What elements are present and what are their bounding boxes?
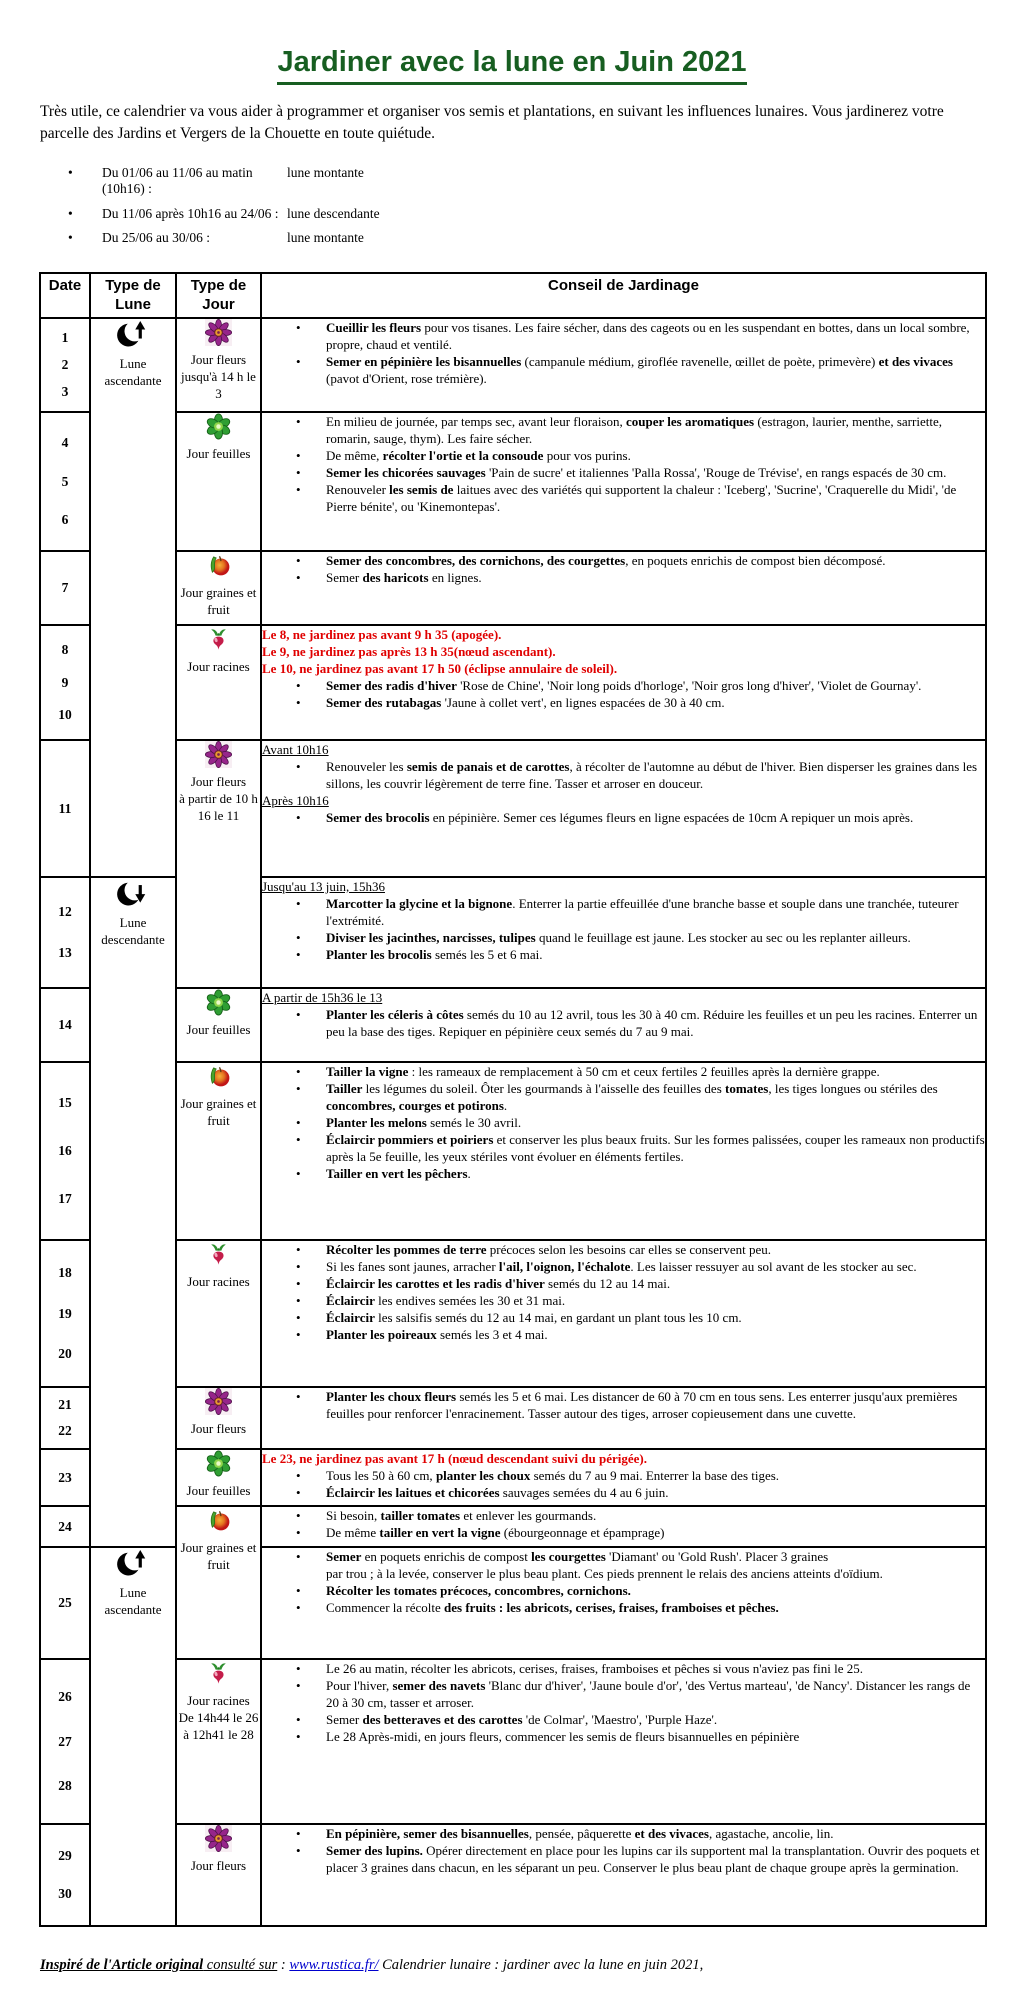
advice-text: Tailler en vert les pêchers. (326, 1166, 471, 1181)
advice-cell (261, 1824, 986, 1926)
advice-text: Si besoin, tailler tomates et enlever les gourmands. (326, 1508, 597, 1523)
date-number: 1 (61, 330, 69, 345)
date-cell (40, 1506, 90, 1547)
bullet-dot-icon: • (296, 1661, 301, 1676)
footer-caption: Calendrier lunaire : jardiner avec la lune en juin 2021, (378, 1957, 704, 1973)
advice-bullet (262, 1582, 985, 1599)
bullet-dot-icon: • (296, 1276, 301, 1291)
page-title: Jardiner avec la lune en Juin 2021 (277, 46, 746, 85)
day-type-cell (176, 1659, 261, 1824)
moon-down-icon (91, 878, 175, 913)
advice-warning: Le 23, ne jardinez pas avant 17 h (nœud descendant suivi du périgée). (262, 1451, 647, 1466)
footer-source-lead: Inspiré de l'Article original (40, 1957, 204, 1973)
band-row (40, 1659, 986, 1824)
moon-phase-range: Du 25/06 au 30/06 : (102, 230, 210, 245)
advice-bullet (262, 1507, 985, 1524)
date-cell (40, 551, 90, 625)
advice-bullet (262, 1241, 985, 1258)
band-row (40, 318, 986, 412)
footer-source-rest: consulté sur (203, 1957, 278, 1973)
bullet-dot-icon: • (296, 1007, 301, 1022)
advice-text: Éclaircir les carottes et les radis d'hiver semés du 12 au 14 mai. (326, 1276, 671, 1291)
intro-paragraph: Très utile, ce calendrier va vous aider à programmer et organiser vos semis et plantations, en suivant les influences lunaires. Vous jardinerez votre parcelle des Jardins et Vergers de la Chouette en toute quiétude. (40, 103, 944, 142)
advice-bullet (262, 758, 985, 792)
advice-bullet (262, 1275, 985, 1292)
bullet-dot-icon: • (296, 1485, 301, 1500)
moon-phase-item (66, 206, 1024, 222)
date-cell (40, 318, 90, 412)
advice-text: Semer des brocolis en pépinière. Semer ces légumes fleurs en ligne espacées de 10cm A repiquer un mois après. (326, 810, 914, 825)
advice-text: Éclaircir les salsifis semés du 12 au 14 mai, en gardant un plant tous les 10 cm. (326, 1310, 742, 1325)
bullet-dot-icon: • (296, 1525, 301, 1540)
date-cell (40, 1449, 90, 1506)
day-type-label: Jour racines (187, 658, 250, 674)
advice-text: De même, récolter l'ortie et la consoude pour vos purins. (326, 448, 631, 463)
rustica-link[interactable]: www.rustica.fr/ (289, 1957, 379, 1973)
advice-bullet (262, 481, 985, 515)
advice-bullet (262, 1842, 985, 1876)
day-type-label: Jour fleurs (190, 1420, 247, 1436)
day-type-cell (176, 412, 261, 551)
date-number: 6 (61, 511, 69, 527)
advice-text: Récolter les tomates précoces, concombres, cornichons. (326, 1583, 631, 1598)
day-type-cell (176, 551, 261, 625)
band-row (40, 412, 986, 551)
date-cell (40, 877, 90, 988)
advice-text: En pépinière, semer des bisannuelles, pensée, pâquerette et des vivaces, agastache, ancolie, lin. (326, 1826, 834, 1841)
bullet-dot-icon: • (296, 1389, 301, 1404)
bullet-dot-icon: • (296, 414, 301, 429)
advice-bullet (262, 1258, 985, 1275)
date-number: 3 (61, 384, 69, 399)
date-number: 24 (58, 1518, 72, 1534)
advice-text: Cueillir les fleurs pour vos tisanes. Les faire sécher, dans des cageots ou en les suspendant en bottes, dans un local sombre, propre, chaud et ventilé. (326, 320, 970, 352)
day-type-cell (176, 1387, 261, 1449)
header-advice: Conseil de Jardinage (261, 273, 986, 318)
advice-bullet (262, 1006, 985, 1040)
advice-text: Éclaircir les endives semées les 30 et 31 mai. (326, 1293, 566, 1308)
advice-bullet (262, 1524, 985, 1541)
advice-bullet (262, 677, 985, 694)
advice-cell (261, 1506, 986, 1547)
day-type-cell (176, 740, 261, 988)
moon-phase-range: Du 11/06 après 10h16 au 24/06 : (102, 205, 279, 221)
date-number: 28 (58, 1778, 72, 1794)
leaf-icon (177, 989, 260, 1021)
date-number: 25 (58, 1595, 72, 1610)
day-type-cell (176, 1824, 261, 1926)
advice-cell (261, 318, 986, 412)
day-type-cell (176, 1240, 261, 1387)
advice-bullet (262, 694, 985, 711)
day-type-cell (176, 1506, 261, 1659)
bullet-dot-icon: • (296, 678, 301, 693)
header-row (40, 273, 986, 318)
moon-phase-item (66, 230, 1024, 246)
advice-text: Semer en pépinière les bisannuelles (campanule médium, giroflée ravenelle, œillet de poète, primevère) et des vivaces (pavot d'Orient, rose trémière). (326, 354, 953, 386)
advice-cell (261, 1062, 986, 1240)
day-type-label: Jour feuilles (186, 1482, 251, 1498)
advice-bullet (262, 1711, 985, 1728)
bullet-dot-icon: • (296, 320, 301, 335)
band-row (40, 1824, 986, 1926)
advice-bullet (262, 447, 985, 464)
advice-text: Semer des lupins. Opérer directement en place pour les lupins car ils supportent mal la transplantation. Ouvrir des poquets et placer 3 graines dans chacun, en les séparant un peu. Conserver le plus beau plant de chaque groupe après la germination. (326, 1843, 980, 1875)
advice-text: Renouveler les semis de laitues avec des variétés qui supportent la chaleur : 'Iceberg', 'Sucrine', 'Craquerelle du Midi', 'de Pierre bénite', ou 'Kinemontepas'. (326, 482, 957, 514)
header-day-type: Type de Jour (176, 273, 261, 318)
date-number: 27 (58, 1733, 72, 1749)
advice-text: Éclaircir les laitues et chicorées sauvages semées du 4 au 6 juin. (326, 1485, 669, 1500)
moon-type-cell (90, 1547, 176, 1926)
bullet-dot-icon: • (296, 1132, 301, 1147)
advice-cell (261, 1547, 986, 1659)
day-type-cell (176, 625, 261, 740)
bullet-dot-icon: • (296, 1729, 301, 1744)
advice-text: En milieu de journée, par temps sec, avant leur floraison, couper les aromatiques (estragon, laurier, menthe, sarriette, romarin, sauge, thym). Les faire sécher. (326, 414, 942, 446)
advice-text: Éclaircir pommiers et poiriers et conserver les plus beaux fruits. Sur les formes palissées, couper les rameaux non productifs après la 5e feuille, les yeux stériles vont évoluer en éléments fertiles. (326, 1132, 985, 1164)
advice-cell (261, 1659, 986, 1824)
advice-bullet (262, 1309, 985, 1326)
advice-cell (261, 877, 986, 988)
band-row (40, 551, 986, 625)
advice-bullet (262, 1677, 985, 1711)
date-number: 2 (61, 357, 69, 372)
moon-up-icon (91, 1548, 175, 1583)
date-number: 11 (58, 800, 72, 816)
advice-bullet (262, 1660, 985, 1677)
advice-bullet (262, 569, 985, 586)
date-number: 9 (61, 674, 69, 690)
bullet-dot-icon: • (296, 1826, 301, 1841)
leaf-icon (177, 1450, 260, 1482)
advice-text: Tailler la vigne : les rameaux de remplacement à 50 cm et ceux fertiles 2 feuilles après la dernière grappe. (326, 1064, 880, 1079)
date-cell (40, 1387, 90, 1449)
bullet-dot-icon: • (296, 930, 301, 945)
advice-text: Planter les choux fleurs semés les 5 et 6 mai. Les distancer de 60 à 70 cm en tous sens. Les enterrer jusqu'aux premières feuilles pour renforcer l'enracinement. Tasser autour des tiges, arroser copieusement dans une cuvette. (326, 1389, 958, 1421)
advice-bullet (262, 946, 985, 963)
day-type-label: Jour racines (187, 1273, 250, 1289)
moon-type-cell (90, 318, 176, 877)
advice-bullet (262, 1292, 985, 1309)
advice-bullet (262, 1484, 985, 1501)
band-row (40, 1062, 986, 1240)
day-type-label: Jour racines (187, 1692, 250, 1708)
advice-bullet (262, 1080, 985, 1114)
advice-bullet (262, 552, 985, 569)
band-row (40, 1240, 986, 1387)
advice-text: De même tailler en vert la vigne (ébourgeonnage et épamprage) (326, 1525, 665, 1540)
moon-phase-direction: lune montante (287, 165, 364, 180)
moon-phase-range: Du 01/06 au 11/06 au matin (10h16) : (102, 165, 253, 196)
flower-icon (177, 1388, 260, 1420)
bullet-dot-icon: • (296, 695, 301, 710)
bullet-dot-icon: • (296, 570, 301, 585)
day-type-label: Jour feuilles (186, 1021, 251, 1037)
fruit-icon (177, 1507, 260, 1539)
date-number: 23 (58, 1469, 72, 1485)
bullet-dot-icon: • (296, 1310, 301, 1325)
date-cell (40, 740, 90, 877)
date-number: 17 (58, 1191, 72, 1206)
bullet-dot-icon: • (68, 230, 73, 245)
date-cell (40, 1659, 90, 1824)
bullet-dot-icon: • (68, 165, 73, 180)
bullet-dot-icon: • (296, 1259, 301, 1274)
moon-up-icon (91, 319, 175, 354)
day-type-cell (176, 1449, 261, 1506)
date-number: 20 (58, 1345, 72, 1361)
moon-type-cell (90, 877, 176, 1547)
date-number: 4 (61, 435, 69, 451)
bullet-dot-icon: • (296, 1712, 301, 1727)
date-number: 16 (58, 1143, 72, 1158)
advice-text: Semer les chicorées sauvages 'Pain de sucre' et italiennes 'Palla Rossa', 'Rouge de Trévise', en rangs espacés de 30 cm. (326, 465, 947, 480)
bullet-dot-icon: • (296, 354, 301, 369)
advice-cell (261, 1387, 986, 1449)
bullet-dot-icon: • (296, 448, 301, 463)
advice-text: Si les fanes sont jaunes, arracher l'ail, l'oignon, l'échalote. Les laisser ressuyer au sol avant de les stocker au sec. (326, 1259, 917, 1274)
bullet-dot-icon: • (296, 1583, 301, 1598)
bullet-dot-icon: • (296, 1115, 301, 1130)
advice-bullet (262, 1728, 985, 1745)
date-cell (40, 1547, 90, 1659)
bullet-dot-icon: • (296, 1242, 301, 1257)
date-number: 8 (61, 642, 69, 658)
bullet-dot-icon: • (296, 1064, 301, 1079)
advice-bullet (262, 1131, 985, 1165)
date-number: 14 (58, 1017, 72, 1032)
day-type-label: Jour feuilles (186, 445, 251, 461)
advice-text: Semer des haricots en lignes. (326, 570, 482, 585)
flower-icon (177, 319, 260, 351)
day-type-label: Jour graines et fruit (180, 584, 257, 617)
date-number: 26 (58, 1688, 72, 1704)
advice-time-heading: Après 10h16 (262, 793, 329, 808)
advice-bullet (262, 809, 985, 826)
title-wrap (0, 46, 1024, 85)
date-cell (40, 1062, 90, 1240)
footer-colon: : (277, 1957, 290, 1973)
date-number: 10 (58, 706, 72, 722)
bullet-dot-icon: • (296, 553, 301, 568)
date-number: 7 (61, 580, 69, 595)
date-number: 19 (58, 1305, 72, 1321)
moon-type-label: Lune ascendante (104, 1584, 162, 1617)
bullet-dot-icon: • (296, 896, 301, 911)
day-type-label: Jour fleurs (190, 773, 247, 789)
date-number: 29 (58, 1847, 72, 1863)
fruit-icon (177, 552, 260, 584)
moon-type-label: Lune ascendante (104, 355, 162, 388)
advice-bullet (262, 1548, 985, 1582)
advice-cell (261, 625, 986, 740)
band-row (40, 1387, 986, 1449)
advice-text: Semer des rutabagas 'Jaune à collet vert', en lignes espacées de 30 à 40 cm. (326, 695, 725, 710)
advice-text: Tous les 50 à 60 cm, planter les choux semés du 7 au 9 mai. Enterrer la base des tiges. (326, 1468, 780, 1483)
date-number: 21 (58, 1397, 72, 1413)
day-type-label: Jour graines et fruit (180, 1539, 257, 1572)
band-row (40, 988, 986, 1062)
advice-text: Le 28 Après-midi, en jours fleurs, commencer les semis de fleurs bisannuelles en pépinière (326, 1729, 800, 1744)
bullet-dot-icon: • (296, 1327, 301, 1342)
advice-cell (261, 740, 986, 877)
header-date: Date (40, 273, 90, 318)
bullet-dot-icon: • (296, 1843, 301, 1858)
advice-bullet (262, 1467, 985, 1484)
advice-text: Planter les poireaux semés les 3 et 4 mai. (326, 1327, 548, 1342)
root-icon (177, 1241, 260, 1273)
root-icon (177, 626, 260, 658)
day-type-label: Jour fleurs (190, 351, 247, 367)
bullet-dot-icon: • (296, 465, 301, 480)
advice-bullet (262, 929, 985, 946)
calendar-table (39, 272, 987, 1927)
date-number: 5 (61, 473, 69, 489)
date-cell (40, 625, 90, 740)
bullet-dot-icon: • (296, 1549, 301, 1564)
advice-text: Planter les brocolis semés les 5 et 6 mai. (326, 947, 543, 962)
advice-cell (261, 1240, 986, 1387)
advice-bullet (262, 1165, 985, 1182)
day-type-cell (176, 318, 261, 412)
advice-warning: Le 8, ne jardinez pas avant 9 h 35 (apogée). (262, 627, 502, 642)
bullet-dot-icon: • (296, 1508, 301, 1523)
leaf-icon (177, 413, 260, 445)
bullet-dot-icon: • (296, 1081, 301, 1096)
day-type-time-note: jusqu'à 14 h le 3 (181, 368, 256, 401)
advice-warning: Le 9, ne jardinez pas après 13 h 35(nœud ascendant). (262, 644, 556, 659)
date-cell (40, 988, 90, 1062)
header-moon-type: Type de Lune (90, 273, 176, 318)
advice-bullet (262, 895, 985, 929)
fruit-icon (177, 1063, 260, 1095)
date-cell (40, 1240, 90, 1387)
advice-time-heading: A partir de 15h36 le 13 (262, 990, 383, 1005)
date-number: 13 (58, 945, 72, 961)
page (0, 46, 1024, 1997)
flower-icon (177, 1825, 260, 1857)
advice-cell (261, 1449, 986, 1506)
date-number: 18 (58, 1265, 72, 1281)
bullet-dot-icon: • (296, 1600, 301, 1615)
day-type-label: Jour graines et fruit (180, 1095, 257, 1128)
advice-text: Pour l'hiver, semer des navets 'Blanc dur d'hiver', 'Jaune boule d'or', 'des Vertus marteau', 'de Nancy'. Distancer les rangs de 20 à 30 cm, tasser et arroser. (326, 1678, 971, 1710)
date-number: 22 (58, 1422, 72, 1438)
bullet-dot-icon: • (296, 947, 301, 962)
bullet-dot-icon: • (296, 482, 301, 497)
bullet-dot-icon: • (296, 1166, 301, 1181)
advice-warning: Le 10, ne jardinez pas avant 17 h 50 (éclipse annulaire de soleil). (262, 661, 618, 676)
day-type-label: Jour fleurs (190, 1857, 247, 1873)
day-type-cell (176, 1062, 261, 1240)
advice-bullet (262, 1388, 985, 1422)
moon-phase-list (66, 165, 1024, 246)
moon-phase-direction: lune descendante (287, 205, 380, 221)
date-number: 30 (58, 1886, 72, 1902)
advice-bullet (262, 464, 985, 481)
bullet-dot-icon: • (296, 1293, 301, 1308)
bullet-dot-icon: • (296, 1468, 301, 1483)
advice-text: Tailler les légumes du soleil. Ôter les gourmands à l'aisselle des feuilles des tomates, les tiges longues ou stériles des concombres, courges et potirons. (326, 1081, 938, 1113)
moon-phase-direction: lune montante (287, 230, 364, 245)
advice-text: Marcotter la glycine et la bignone. Enterrer la partie effeuillée d'une branche basse et souple dans une tranchée, tuteurer l'extrémité. (326, 896, 959, 928)
advice-text: Semer des betteraves et des carottes 'de Colmar', 'Maestro', 'Purple Haze'. (326, 1712, 718, 1727)
advice-cell (261, 551, 986, 625)
advice-text: Planter les melons semés le 30 avril. (326, 1115, 522, 1130)
bullet-dot-icon: • (296, 759, 301, 774)
advice-text: Semer des radis d'hiver 'Rose de Chine', 'Noir long poids d'horloge', 'Noir gros long d'hiver', 'Violet de Gournay'. (326, 678, 922, 693)
advice-text: Commencer la récolte des fruits : les abricots, cerises, fraises, framboises et pêches. (326, 1600, 779, 1615)
advice-cell (261, 412, 986, 551)
advice-text: Récolter les pommes de terre précoces selon les besoins car elles se conservent peu. (326, 1242, 771, 1257)
advice-text: Renouveler les semis de panais et de carottes, à récolter de l'automne au début de l'hiver. Bien disperser les graines dans les sillons, les couvrir légèrement de terre fine. Tasser et arroser en douceur. (326, 759, 978, 791)
date-cell (40, 1824, 90, 1926)
moon-type-label: Lune descendante (101, 914, 165, 947)
advice-text: Le 26 au matin, récolter les abricots, cerises, fraises, framboises et pêches si vous n'aviez pas fini le 25. (326, 1661, 863, 1676)
advice-bullet (262, 1599, 985, 1616)
bullet-dot-icon: • (296, 810, 301, 825)
day-type-cell (176, 988, 261, 1062)
moon-phase-item (66, 165, 1024, 197)
advice-bullet (262, 1063, 985, 1080)
flower-icon (177, 741, 260, 773)
advice-text: Planter les céleris à côtes semés du 10 au 12 avril, tous les 30 à 40 cm. Réduire les feuilles et un peu les racines. Enterrer un peu la base des tiges. Repiquer en pépinière ceux semés du 7 au 9 mai. (326, 1007, 978, 1039)
bullet-dot-icon: • (68, 205, 73, 221)
date-number: 12 (58, 903, 72, 919)
advice-bullet (262, 319, 985, 353)
advice-time-heading: Jusqu'au 13 juin, 15h36 (262, 879, 385, 894)
day-type-time-note: à partir de 10 h 16 le 11 (179, 790, 258, 823)
bullet-dot-icon: • (296, 1678, 301, 1693)
advice-text: Semer en poquets enrichis de compost les courgettes 'Diamant' ou 'Gold Rush'. Placer 3 graines par trou ; à la levée, conserver le plus beau plant. Ces pieds prennent le relais des anciens atteints d'oïdium. (326, 1549, 883, 1581)
band-row (40, 1506, 986, 1547)
advice-time-heading: Avant 10h16 (262, 742, 329, 757)
advice-bullet (262, 413, 985, 447)
footer (40, 1957, 984, 1974)
advice-cell (261, 988, 986, 1062)
advice-bullet (262, 1114, 985, 1131)
date-number: 15 (58, 1095, 72, 1110)
root-icon (177, 1660, 260, 1692)
advice-text: Semer des concombres, des cornichons, des courgettes, en poquets enrichis de compost bien décomposé. (326, 553, 886, 568)
day-type-time-note: De 14h44 le 26 à 12h41 le 28 (178, 1709, 259, 1742)
band-row (40, 1449, 986, 1506)
date-cell (40, 412, 90, 551)
advice-text: Diviser les jacinthes, narcisses, tulipes quand le feuillage est jaune. Les stocker au sec ou les replanter ailleurs. (326, 930, 911, 945)
advice-bullet (262, 1825, 985, 1842)
advice-bullet (262, 1326, 985, 1343)
band-row (40, 740, 986, 877)
band-row (40, 625, 986, 740)
advice-bullet (262, 353, 985, 387)
